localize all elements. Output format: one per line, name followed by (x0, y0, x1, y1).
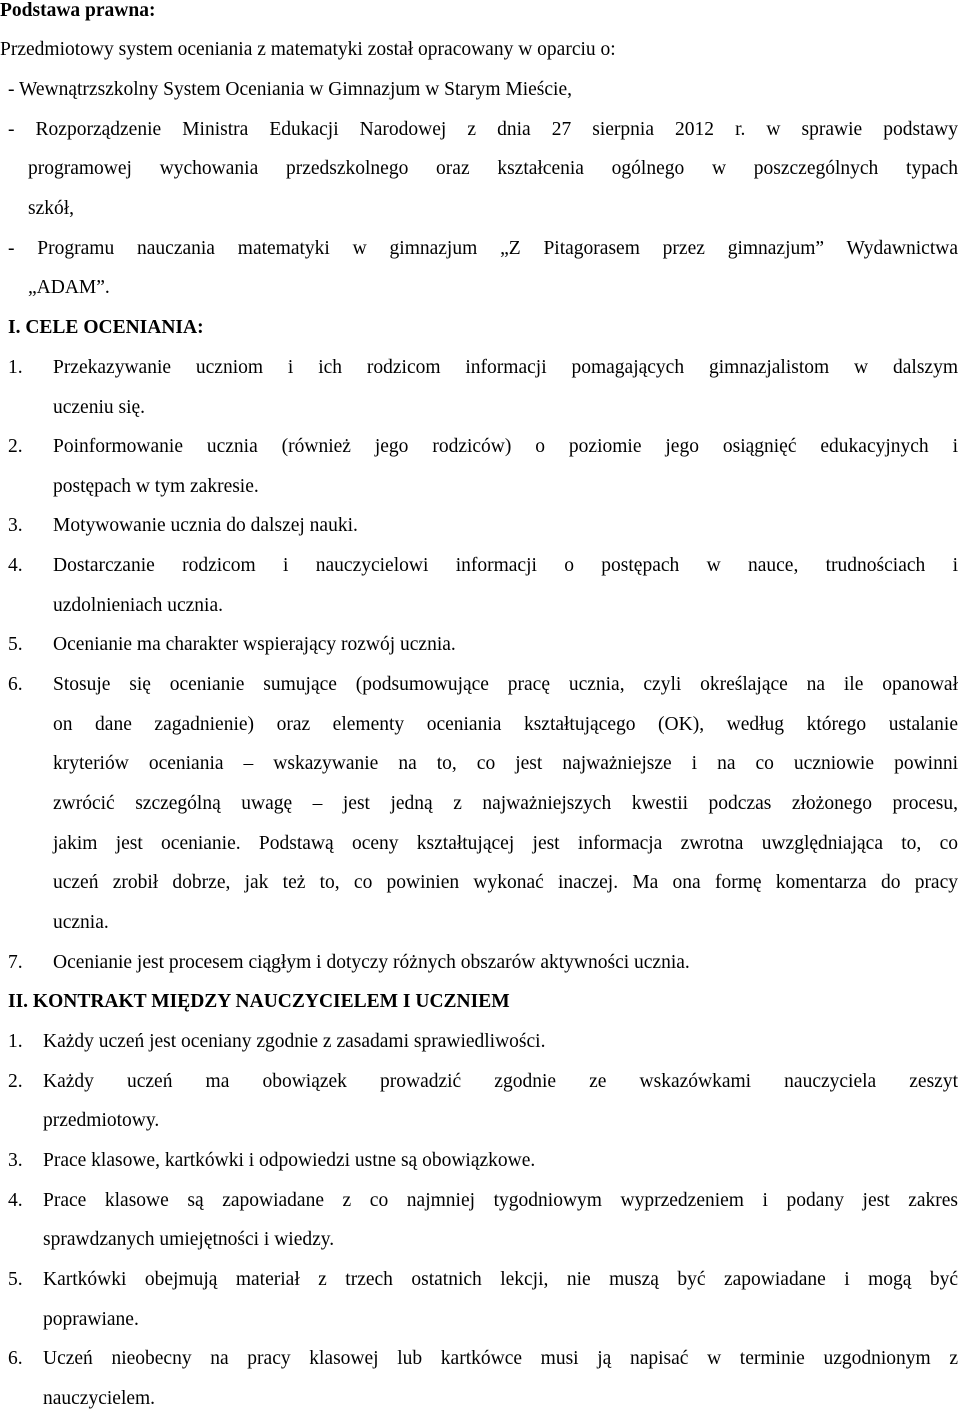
list-number: 5. (8, 634, 23, 655)
page-title: Podstawa prawna: (0, 0, 156, 21)
source-line: „ADAM”. (28, 277, 110, 298)
list-number: 2. (8, 1071, 23, 1092)
list-item-text: poprawiane. (43, 1309, 139, 1330)
list-number: 4. (8, 1190, 23, 1211)
list-item-text: sprawdzanych umiejętności i wiedzy. (43, 1229, 335, 1250)
list-number: 4. (8, 555, 23, 576)
list-number: 2. (8, 436, 23, 457)
list-number: 6. (8, 1348, 23, 1369)
list-item-text: uzdolnieniach ucznia. (53, 595, 224, 616)
list-item-text: Motywowanie ucznia do dalszej nauki. (53, 515, 358, 536)
list-item-text: postępach w tym zakresie. (53, 476, 259, 497)
list-number: 1. (8, 1031, 23, 1052)
source-line: - Rozporządzenie Ministra Edukacji Narodowej z dnia 27 sierpnia 2012 r. w sprawie podstawy (8, 119, 958, 140)
list-number: 6. (8, 674, 23, 695)
list-item-text: Prace klasowe są zapowiadane z co najmniej tygodniowym wyprzedzeniem i podany jest zakres (43, 1190, 958, 1211)
list-item-text: Poinformowanie ucznia (również jego rodziców) o poziomie jego osiągnięć edukacyjnych i (53, 436, 958, 457)
list-item-text: kryteriów oceniania – wskazywanie na to, co jest najważniejsze i na co uczniowie powinni (53, 753, 958, 774)
list-item-text: Przekazywanie uczniom i ich rodzicom informacji pomagających gimnazjalistom w dalszym (53, 357, 958, 378)
section-heading: I. CELE OCENIANIA: (8, 317, 204, 338)
source-line: - Wewnątrzszkolny System Oceniania w Gimnazjum w Starym Mieście, (8, 79, 572, 100)
list-number: 1. (8, 357, 23, 378)
list-item-text: Dostarczanie rodzicom i nauczycielowi informacji o postępach w nauce, trudnościach i (53, 555, 958, 576)
list-number: 3. (8, 515, 23, 536)
list-item-text: przedmiotowy. (43, 1110, 160, 1131)
list-number: 5. (8, 1269, 23, 1290)
list-item-text: ucznia. (53, 912, 109, 933)
list-item-text: uczeń zrobił dobrze, jak też to, co powinien wykonać inaczej. Ma ona formę komentarza do pracy (53, 872, 958, 893)
list-item-text: nauczycielem. (43, 1388, 156, 1409)
source-line: szkół, (28, 198, 75, 219)
list-item-text: jakim jest ocenianie. Podstawą oceny kształtującej jest informacja zwrotna uwzględniająca to, co (53, 833, 958, 854)
list-item-text: Każdy uczeń ma obowiązek prowadzić zgodnie ze wskazówkami nauczyciela zeszyt (43, 1071, 958, 1092)
list-item-text: Kartkówki obejmują materiał z trzech ostatnich lekcji, nie muszą być zapowiadane i mogą być (43, 1269, 958, 1290)
list-item-text: Ocenianie ma charakter wspierający rozwój ucznia. (53, 634, 456, 655)
list-item-text: Każdy uczeń jest oceniany zgodnie z zasadami sprawiedliwości. (43, 1031, 546, 1052)
intro-text: Przedmiotowy system oceniania z matematyki został opracowany w oparciu o: (0, 39, 616, 60)
list-item-text: Ocenianie jest procesem ciągłym i dotyczy różnych obszarów aktywności ucznia. (53, 952, 690, 973)
list-item-text: uczeniu się. (53, 397, 146, 418)
list-number: 7. (8, 952, 23, 973)
list-item-text: Uczeń nieobecny na pracy klasowej lub kartkówce musi ją napisać w terminie uzgodnionym z (43, 1348, 958, 1369)
list-number: 3. (8, 1150, 23, 1171)
section-heading: II. KONTRAKT MIĘDZY NAUCZYCIELEM I UCZNIEM (8, 991, 510, 1012)
list-item-text: Prace klasowe, kartkówki i odpowiedzi ustne są obowiązkowe. (43, 1150, 536, 1171)
list-item-text: on dane zagadnienie) oraz elementy oceniania kształtującego (OK), według którego ustalanie (53, 714, 958, 735)
source-line: - Programu nauczania matematyki w gimnazjum „Z Pitagorasem przez gimnazjum” Wydawnictwa (8, 238, 958, 259)
list-item-text: Stosuje się ocenianie sumujące (podsumowujące pracę ucznia, czyli określające na ile opanował (53, 674, 958, 695)
source-line: programowej wychowania przedszkolnego oraz kształcenia ogólnego w poszczególnych typach (28, 158, 958, 179)
list-item-text: zwrócić szczególną uwagę – jest jedną z najważniejszych kwestii podczas złożonego procesu, (53, 793, 958, 814)
